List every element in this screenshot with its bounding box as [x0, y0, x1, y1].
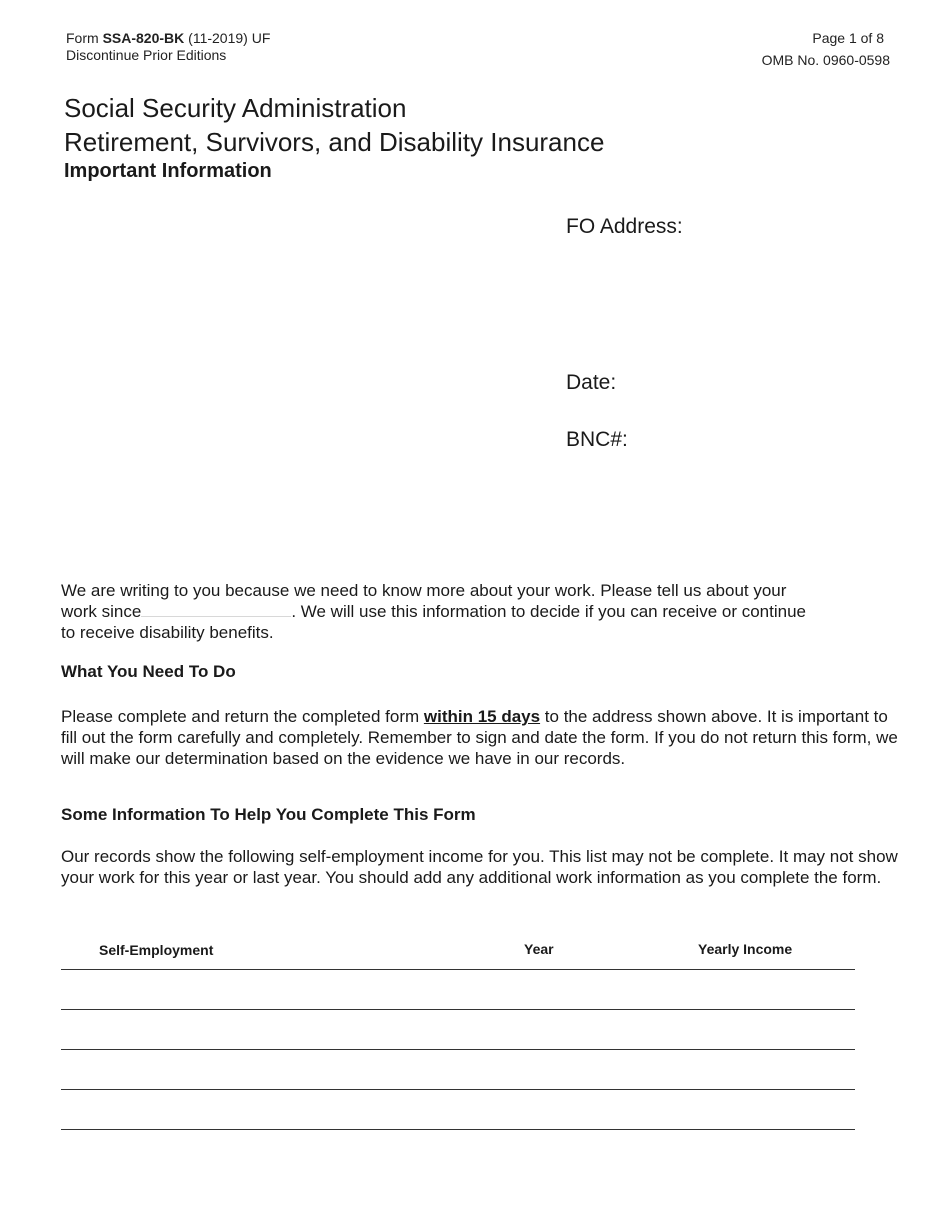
deadline-emphasis: within 15 days — [423, 707, 541, 726]
important-information-title: Important Information — [64, 160, 272, 182]
help-info-heading: Some Information To Help You Complete This Form — [61, 805, 476, 824]
work-since-date-field[interactable] — [141, 602, 291, 617]
bnc-label: BNC#: — [566, 428, 628, 451]
yearly-income-cell[interactable] — [632, 1015, 854, 1049]
yearly-income-cell[interactable] — [632, 975, 854, 1009]
year-cell[interactable] — [476, 1095, 628, 1129]
year-cell[interactable] — [476, 1055, 628, 1089]
intro-line-1: We are writing to you because we need to know more about your work. Please tell us about your — [61, 581, 787, 600]
intro-line-3: to receive disability benefits. — [61, 623, 274, 642]
agency-title: Social Security Administration — [64, 93, 407, 123]
year-cell[interactable] — [476, 1015, 628, 1049]
yearly-income-cell[interactable] — [632, 1055, 854, 1089]
page-number: Page 1 of 8 — [812, 30, 884, 46]
table-row-rule — [61, 1129, 855, 1130]
table-row-rule — [61, 1009, 855, 1010]
column-header-year: Year — [524, 941, 554, 957]
what-to-do-paragraph: Please complete and return the completed form within 15 days to the address shown above. It is important to fill out the form carefully and completely. Remember to sign and date the form. If you do not return this form, we will make our determination based on the evidence we have in our records. — [61, 707, 898, 768]
table-row-rule — [61, 1089, 855, 1090]
intro-paragraph — [61, 580, 901, 643]
date-label: Date: — [566, 371, 617, 394]
column-header-self-employment: Self-Employment — [99, 942, 214, 958]
self-employment-cell[interactable] — [61, 1055, 474, 1089]
fo-address-label: FO Address: — [566, 215, 683, 238]
help-info-paragraph: Our records show the following self-employment income for you. This list may not be complete. It may not show your work for this year or last year. You should add any additional work information as you complete the form. — [61, 847, 898, 887]
yearly-income-cell[interactable] — [632, 1095, 854, 1129]
discontinue-notice: Discontinue Prior Editions — [66, 47, 227, 63]
program-title: Retirement, Survivors, and Disability Insurance — [64, 127, 605, 157]
table-header-rule — [61, 969, 855, 970]
omb-number: OMB No. 0960-0598 — [761, 52, 890, 68]
what-to-do-heading: What You Need To Do — [61, 662, 236, 681]
self-employment-cell[interactable] — [61, 975, 474, 1009]
self-employment-cell[interactable] — [61, 1015, 474, 1049]
work-since-label: work since — [61, 602, 142, 621]
intro-line-2: work since . We will use this information to decide if you can receive or continue — [61, 602, 806, 621]
self-employment-cell[interactable] — [61, 1095, 474, 1129]
year-cell[interactable] — [476, 975, 628, 1009]
form-number: SSA-820-BK — [102, 30, 185, 46]
column-header-yearly-income: Yearly Income — [698, 941, 793, 957]
table-row-rule — [61, 1049, 855, 1050]
form-identifier: Form SSA-820-BK (11-2019) UF — [66, 30, 271, 46]
